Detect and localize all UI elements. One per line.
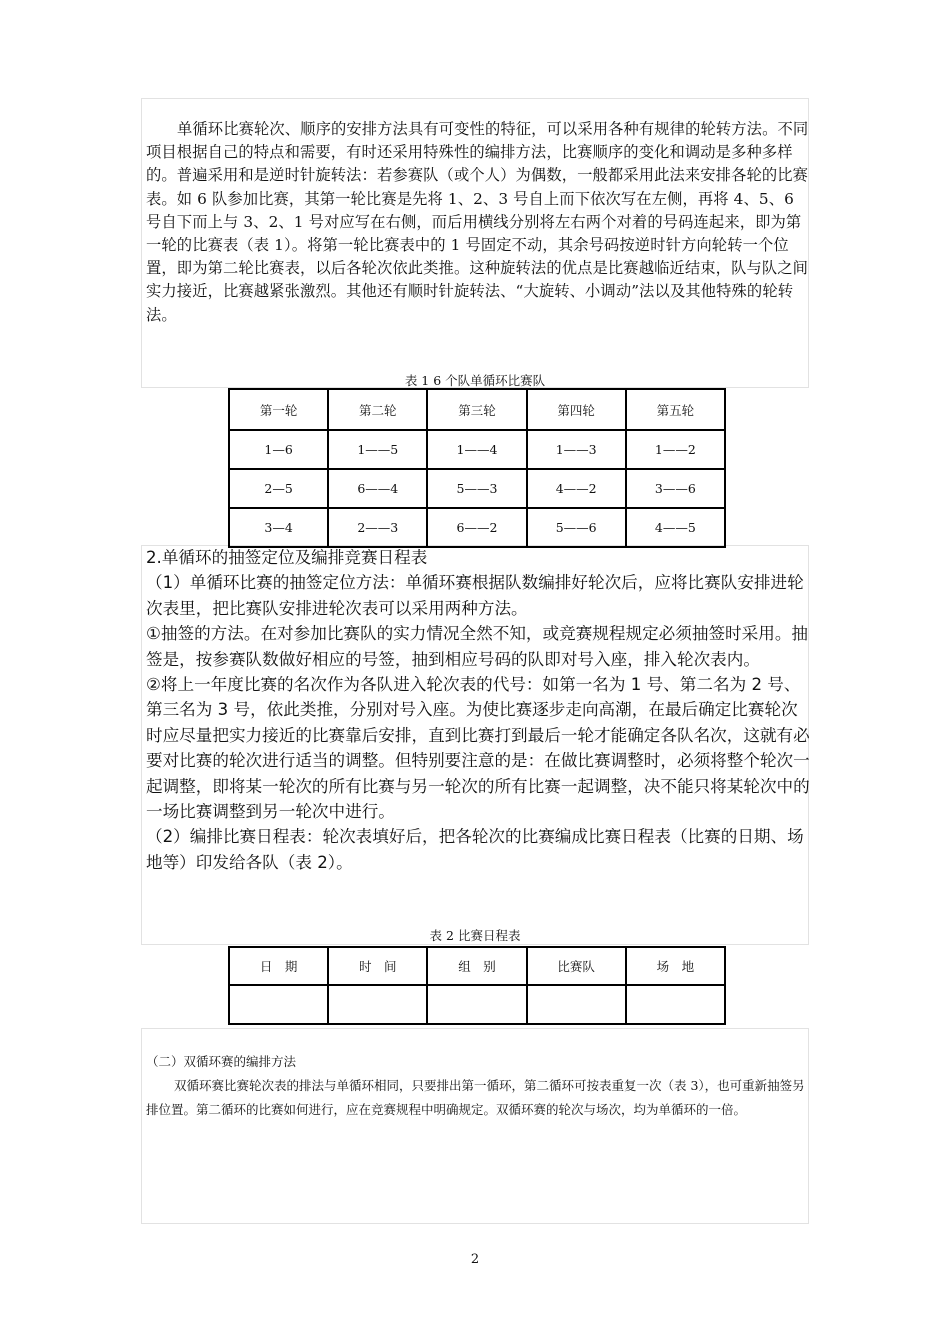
table-row (229, 430, 725, 469)
section2-paragraph: （2）编排比赛日程表：轮次表填好后，把各轮次的比赛编成比赛日程表（比赛的日期、场地等）印发给各队（表 2）。 (146, 827, 804, 872)
table-cell (229, 985, 328, 1024)
table-header-row (229, 947, 725, 985)
section2-heading: 2.单循环的抽签定位及编排竞赛日程表 (146, 548, 428, 567)
table-header-cell: 日 期 (229, 947, 328, 985)
table-header-cell: 第三轮 (427, 389, 526, 430)
table-cell (328, 985, 427, 1024)
table-row (229, 508, 725, 547)
section3-paragraph: 双循环赛比赛轮次表的排法与单循环相同，只要排出第一循环，第二循环可按表重复一次（表 3），也可重新抽签另排位置。第二循环的比赛如何进行，应在竞赛规程中明确规定。双循环赛的轮次与场次，均为单循环的一倍。 (146, 1078, 805, 1117)
table-cell: 2——3 (328, 508, 427, 547)
table-cell: 6——2 (427, 508, 526, 547)
table-cell (527, 985, 626, 1024)
table-cell: 1——4 (427, 430, 526, 469)
section2-paragraph: ②将上一年度比赛的名次作为各队进入轮次表的代号：如第一名为 1 号、第二名为 2 号、第三名为 3 号，依此类推，分别对号入座。为使比赛逐步走向高潮，在最后确定比赛轮次时应尽量把实力接近的比赛靠后安排，直到比赛打到最后一轮才能确定各队名次，这就有必要对比赛的轮次进行适当的调整。但特别要注意的是：在做比赛调整时，必须将整个轮次一起调整，即将某一轮次的所有比赛与另一轮次的所有比赛一起调整，决不能只将某轮次中的一场比赛调整到另一轮次中进行。 (146, 675, 810, 822)
table-cell: 1——3 (527, 430, 626, 469)
table-cell: 4——5 (626, 508, 725, 547)
table-header-cell: 第五轮 (626, 389, 725, 430)
table-cell: 3——6 (626, 469, 725, 508)
table-cell: 6——4 (328, 469, 427, 508)
table-cell: 1—6 (229, 430, 328, 469)
table-header-cell: 组 别 (427, 947, 526, 985)
table-header-cell: 场 地 (626, 947, 725, 985)
table-header-row (229, 389, 725, 430)
table-cell: 1——5 (328, 430, 427, 469)
table-cell: 3—4 (229, 508, 328, 547)
intro-paragraph: 单循环比赛轮次、顺序的安排方法具有可变性的特征，可以采用各种有规律的轮转方法。不同项目根据自己的特点和需要，有时还采用特殊性的编排方法，比赛顺序的变化和调动是多种多样的。普遍采用和是逆时针旋转法：若参赛队（或个人）为偶数，一般都采用此法来安排各轮的比赛表。如 6 队参加比赛，其第一轮比赛是先将 1、2、3 号自上而下依次写在左侧，再将 4、5、6 号自下而上与 3、2、1 号对应写在右侧，而后用横线分别将左右两个对着的号码连起来，即为第一轮的比赛表（表 1）。将第一轮比赛表中的 1 号固定不动，其余号码按逆时针方向轮转一个位置，即为第二轮比赛表，以后各轮次依此类推。这种旋转法的优点是比赛越临近结束，队与队之间实力接近，比赛越紧张激烈。其他还有顺时针旋转法、“大旋转、小调动”法以及其他特殊的轮转法。 (146, 120, 809, 324)
table-cell: 4——2 (527, 469, 626, 508)
table-header-cell: 时 间 (328, 947, 427, 985)
section2-paragraph: （1）单循环比赛的抽签定位方法：单循环赛根据队数编排好轮次后，应将比赛队安排进轮次表里，把比赛队安排进轮次表可以采用两种方法。 (146, 573, 804, 618)
table-row (229, 469, 725, 508)
table-cell (427, 985, 526, 1024)
table-cell: 5——6 (527, 508, 626, 547)
table-row (229, 985, 725, 1024)
section2 (146, 545, 810, 875)
table-cell: 2—5 (229, 469, 328, 508)
table-header-cell: 第一轮 (229, 389, 328, 430)
section2-paragraph: ①抽签的方法。在对参加比赛队的实力情况全然不知，或竞赛规程规定必须抽签时采用。抽签是，按参赛队数做好相应的号签，抽到相应号码的队即对号入座，排入轮次表内。 (146, 624, 809, 669)
table-header-cell: 第四轮 (527, 389, 626, 430)
table-cell: 1——2 (626, 430, 725, 469)
table2-caption: 表 2 比赛日程表 (429, 928, 521, 943)
table2 (228, 946, 726, 1025)
page-number: 2 (470, 1252, 480, 1267)
section3-heading: （二）双循环赛的编排方法 (146, 1054, 297, 1069)
table-cell: 5——3 (427, 469, 526, 508)
table-cell (626, 985, 725, 1024)
section3 (146, 1050, 810, 1122)
table1-caption: 表 1 6 个队单循环比赛队 (404, 373, 546, 388)
table-header-cell: 第二轮 (328, 389, 427, 430)
table-header-cell: 比赛队 (527, 947, 626, 985)
table1 (228, 388, 726, 548)
